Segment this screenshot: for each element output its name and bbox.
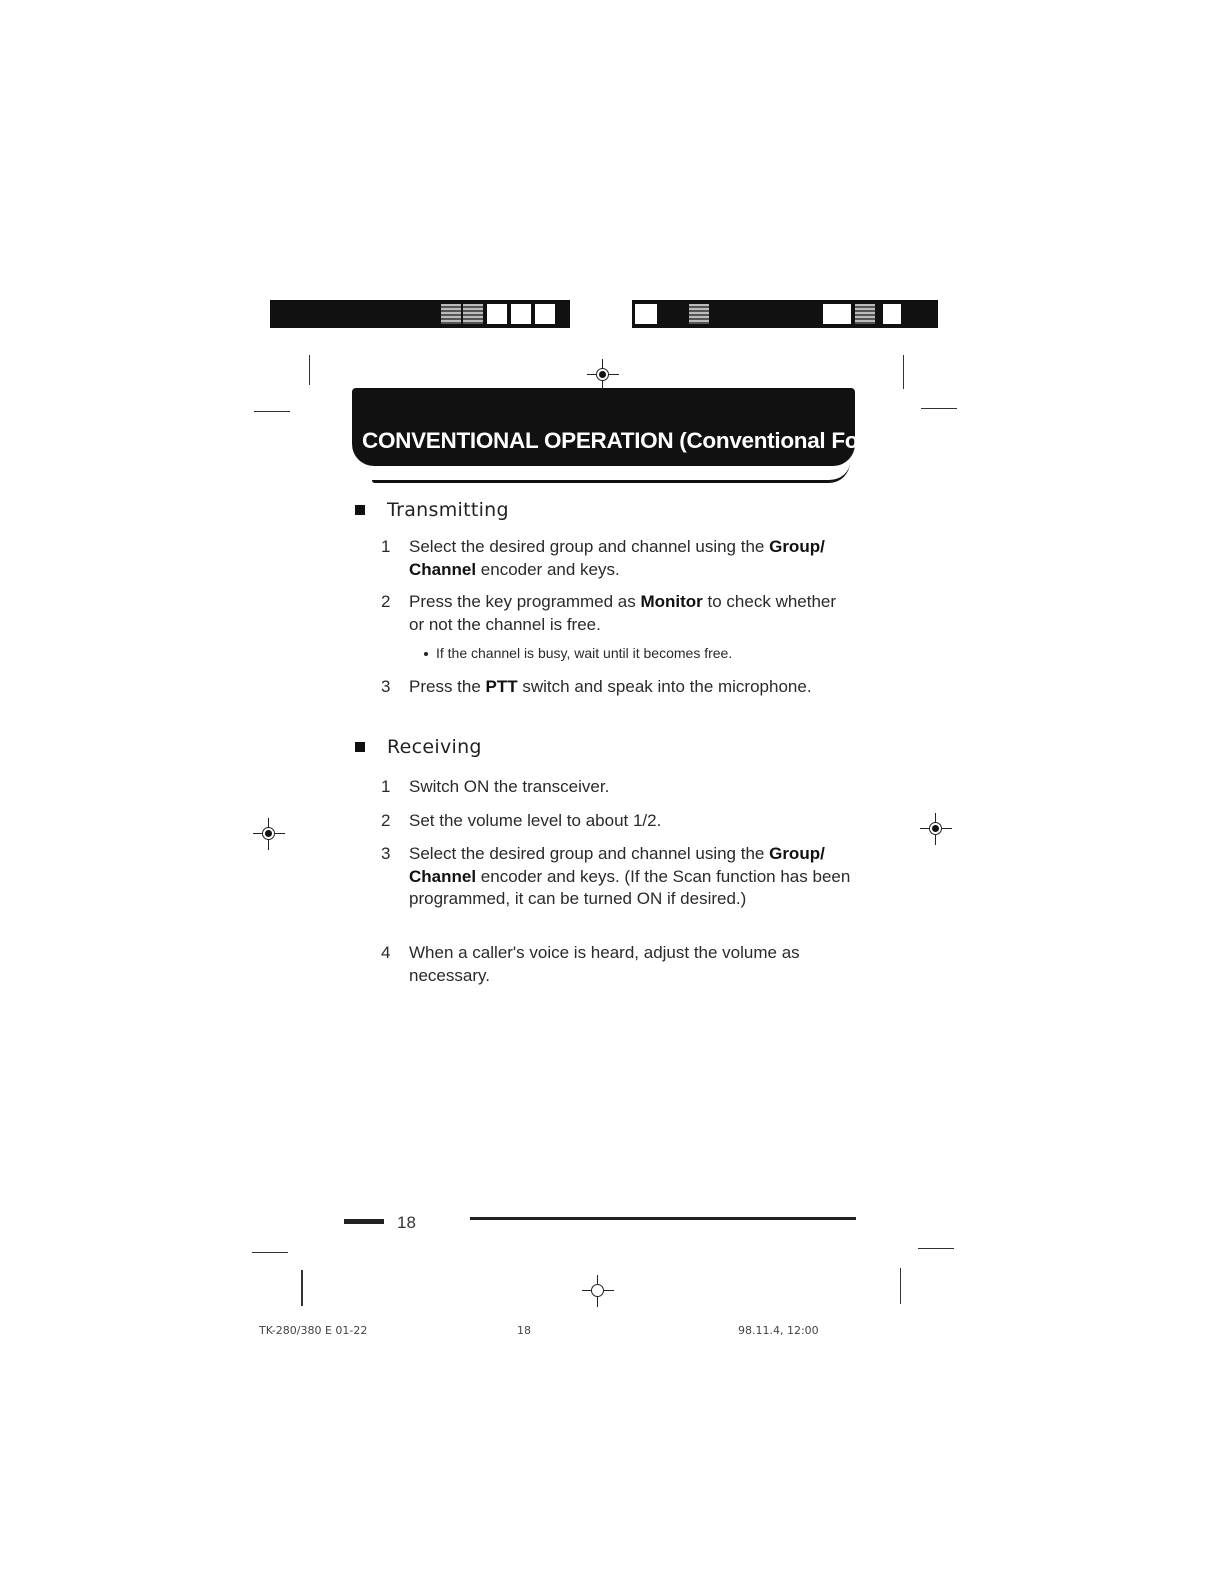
calibration-swatch (510, 303, 532, 325)
calibration-swatch (462, 303, 484, 325)
calibration-swatch (688, 303, 710, 325)
list-item: 1 Switch ON the transceiver. (381, 776, 851, 799)
step-number: 3 (381, 677, 391, 696)
trim-mark (903, 355, 904, 389)
step-number: 2 (381, 592, 391, 611)
calibration-swatch (486, 303, 508, 325)
step-number: 1 (381, 537, 391, 556)
calibration-bar-left (270, 300, 570, 328)
section-title: Transmitting (387, 499, 509, 521)
registration-mark-icon (916, 809, 956, 849)
title-banner (352, 388, 913, 466)
list-item: 3 Press the PTT switch and speak into the microphone. (381, 676, 851, 699)
trim-mark (900, 1268, 901, 1304)
bullet-dot-icon (424, 652, 428, 656)
square-bullet-icon (355, 742, 365, 752)
key-name: Group/ Channel (409, 844, 825, 886)
trim-mark (921, 408, 957, 409)
calibration-swatch (882, 303, 902, 325)
list-item: 3 Select the desired group and channel using the Group/ Channel encoder and keys. (If the Scan function has been programmed, it can be turned ON if desired.) (381, 844, 851, 908)
section-heading-transmitting (355, 499, 509, 521)
step-number: 3 (381, 844, 391, 863)
key-name: Monitor (640, 592, 703, 611)
section-heading-receiving (355, 736, 482, 758)
note-item: If the channel is busy, wait until it becomes free. (424, 645, 854, 661)
trim-mark (301, 1270, 303, 1306)
trim-mark (254, 411, 290, 412)
step-number: 1 (381, 777, 391, 796)
list-item: 2 Press the key programmed as Monitor to check whether or not the channel is free. (381, 592, 837, 634)
calibration-swatch (440, 303, 462, 325)
key-name: PTT (485, 677, 518, 696)
section-title: Receiving (387, 736, 482, 758)
imprint-filename: TK-280/380 E 01-22 (259, 1324, 368, 1337)
list-item: 4 When a caller's voice is heard, adjust the volume as necessary. (381, 943, 800, 985)
trim-mark (252, 1252, 288, 1253)
calibration-swatch (534, 303, 556, 325)
page-marker-icon (344, 1219, 384, 1224)
calibration-swatch (854, 303, 876, 325)
registration-mark-icon (578, 1271, 618, 1311)
list-item: 1 Select the desired group and channel using the Group/ Channel encoder and keys. (381, 537, 825, 579)
step-number: 4 (381, 943, 391, 962)
registration-mark-icon (249, 814, 289, 854)
trim-mark (309, 355, 310, 385)
imprint-timestamp: 98.11.4, 12:00 (738, 1324, 819, 1337)
calibration-bar-right (632, 300, 938, 328)
calibration-swatch (634, 303, 658, 325)
imprint-page: 18 (517, 1324, 531, 1337)
key-name: Group/ Channel (409, 537, 825, 579)
calibration-swatch (822, 303, 852, 325)
list-item: 2 Set the volume level to about 1/2. (381, 810, 851, 833)
footer-rule (470, 1217, 856, 1220)
title-banner-underline (372, 462, 850, 483)
page-title: CONVENTIONAL OPERATION (Conventional Format) (362, 428, 913, 453)
trim-mark (918, 1248, 954, 1249)
step-number: 2 (381, 811, 391, 830)
page-number: 18 (397, 1213, 416, 1232)
square-bullet-icon (355, 505, 365, 515)
